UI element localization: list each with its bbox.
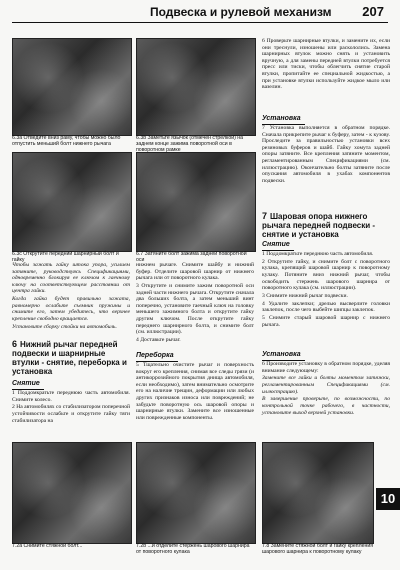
photo-ball-joint bbox=[136, 442, 256, 544]
text-col1-removal bbox=[12, 390, 130, 425]
para-s1: 1 Поддомкратьте переднюю часть автомобиля. Снимите колесо. bbox=[12, 390, 130, 403]
text-col3-removal bbox=[262, 251, 390, 329]
caption-7-8: 7.8 Замените стяжной болт и гайку крепления шарового шарнира к поворотному кулаку bbox=[262, 543, 374, 555]
para-u1: 1 Поддомкратьте переднюю часть автомобиля. bbox=[262, 251, 374, 257]
subhead-text: Снятие bbox=[262, 241, 290, 248]
para-u6: 6 Производите установку в обратном порядке, уделяя внимание следующему: bbox=[262, 361, 390, 374]
para-ub: В завершение проверьте, по возможности, по контрольной точке рабочего, в частности, установите выход верхней установки. bbox=[262, 396, 390, 416]
photo-clamp-bolt bbox=[136, 152, 256, 252]
para-7: 7 Установка выполняется в обратном порядке. Сначала прикрепите рычаг к буферу, затем - к кузову. Проследите за правильностью установки всех резиновых буферов и шайб. Гайку хомута задней опоры затяните. Все крепления затяните моментом, регламентированным Спецификациями (см. иллюстрацию). Окончательно болты затяните после опускания автомобиля в ухабах компонентов подвески. bbox=[262, 125, 390, 184]
page-title: Подвеска и рулевой механизм bbox=[150, 5, 332, 19]
section-7-number: 7 bbox=[262, 211, 268, 221]
para-u4: 4 Удалите заклепки; дрелью высверлите головки заклепок, после чего выбейте шипцы заклепок. bbox=[262, 300, 390, 314]
para-t5: 5 Тщательно очистите рычаг и поверхность вокруг его крепления, снимая все следы грязи (и антикоррозийного покрытия днища автомобиля, если необходимо), затем внимательно осмотрите его на наличие трещин, деформации или любых других признаков износа или повреждений; не забудьте поворотную ось шаровой опоры и шарнирные втулки. Замените все изношенные или поврежденные компоненты. bbox=[136, 362, 254, 421]
section-6-title: Нижний рычаг передней подвески и шарнирные втулки - снятие, переборка и установка bbox=[12, 340, 127, 376]
text-col2-overhaul bbox=[136, 362, 254, 423]
subhead-removal-7 bbox=[262, 241, 290, 248]
text-col3-top bbox=[262, 38, 390, 92]
photo-ball-joint-bolt bbox=[262, 442, 374, 544]
para-u2: 2 Открутите гайку, и снимите болт с поворотного кулака, крепящий шаровой шарнир к поворотному кулаку. Потяните вниз нижний рычаг, чтобы освободить стержень шарового шарнира от поворотного кулака (см. иллюстрации). bbox=[262, 258, 390, 292]
header-rule bbox=[12, 22, 388, 23]
chapter-tab: 10 bbox=[376, 488, 400, 510]
para-u5: 5 Снимите старый шаровой шарнир с нижнего рычага. bbox=[262, 315, 390, 328]
page-number: 207 bbox=[362, 4, 384, 19]
photo-front-bolt bbox=[12, 152, 132, 252]
photo-pinch-bolt bbox=[12, 442, 132, 544]
subhead-install-7 bbox=[262, 351, 301, 358]
section-6-number: 6 bbox=[12, 339, 18, 349]
caption-6-3b: 6.3b Заметьте язычок (отмечен стрелкой) на заднем конце зажима поворотной оси в поворотном рамке bbox=[136, 135, 244, 153]
para-t1: нижнем рычаге. Снимите шайбу и нижний буфер. Отделите шаровой шарнир от нижнего рычага или от поворотного кулака. bbox=[136, 262, 254, 282]
para-6: 6 Проверьте шарнирные втулки, и замените их, если они треснули, изношены или раскололись. Замена шарнирных втулок можно снять и установить вручную, а для замены передней втулки потребуется пресс или тиски, чтобы облегчить снятие старой втулки, пропитайте ее специальной жидкостью, а при установке втулки используйте жидкое мыло или вазелин. bbox=[262, 38, 390, 91]
section-7-title: Шаровая опора нижнего рычага передней подвески - снятие и установка bbox=[262, 212, 376, 239]
photo-pivot-clamp bbox=[136, 38, 256, 136]
subhead-text: Переборка bbox=[136, 352, 174, 359]
photo-lower-arm-frame bbox=[12, 38, 132, 136]
caption-7-2a: 7.2а Снимите стяжной болт... bbox=[12, 543, 83, 549]
text-col3-install bbox=[262, 125, 390, 186]
page-header bbox=[0, 0, 400, 24]
subhead-text: Снятие bbox=[12, 380, 40, 387]
subhead-text: Установка bbox=[262, 115, 301, 122]
caption-6-3c: 6.3с Открутите передний шарнирный болт и гайку bbox=[12, 251, 119, 263]
para-t3: 3 Открутите и снимите зажим поворотной оси задней части нижнего рычага. Открутите сначала два больших болта, а затем меньший винт поперечно, установите гаечный ключ на головку меньшего зажимного болта и открутите гайку другим ключом. После открутите гайку переднего шарнирного болта, и снимите болт (см. иллюстрации). bbox=[136, 282, 254, 336]
subhead-overhaul bbox=[136, 352, 174, 359]
para-d: Установите сборку стойки на автомобиль. bbox=[12, 323, 117, 330]
subhead-removal-6 bbox=[12, 380, 40, 387]
para-ua: Замените все гайки и болты моментом затяжки, регламентированным Спецификациями (см. иллюстрацию). bbox=[262, 375, 390, 395]
caption-6-7: 6.7 Затяните болт зажима задней поворотной оси bbox=[136, 251, 247, 263]
subhead-install-1 bbox=[262, 115, 301, 122]
para-t4: 4 Доставьте рычаг. bbox=[136, 336, 181, 343]
caption-7-2b: 7.2b ...и отделите стержень шарового шарнира от поворотного кулака bbox=[136, 543, 250, 555]
text-col1-steps bbox=[12, 262, 130, 332]
text-col2 bbox=[136, 262, 254, 345]
section-7-heading bbox=[262, 212, 390, 239]
para-c: Когда гайка будет правильно зажата, равномерно ослабьте съемник пружины и снимите его, затем убедитесь, что верхнее крепление свободно вращается. bbox=[12, 296, 130, 322]
section-6-heading bbox=[12, 340, 130, 376]
para-b: Чтобы зажать гайку штока упора, усилием затяните, руководствуясь Спецификациями, одновременно блокируя ее ключом к гаечному ключу на соответствующем расстоянии от центра гайки. bbox=[12, 262, 130, 295]
caption-6-3a: 6.3а Отведите вниз раму, чтобы можно было отпустить меньший болт нижнего рычага bbox=[12, 135, 121, 147]
subhead-text: Установка bbox=[262, 351, 301, 358]
para-s2: 2 На автомобилях со стабилизатором поперечной устойчивости ослабьте и открутите гайку тяги стабилизатора на bbox=[12, 404, 130, 424]
text-col3-install-7 bbox=[262, 361, 390, 417]
para-u3: 3 Снимите нижний рычаг подвески. bbox=[262, 292, 348, 299]
